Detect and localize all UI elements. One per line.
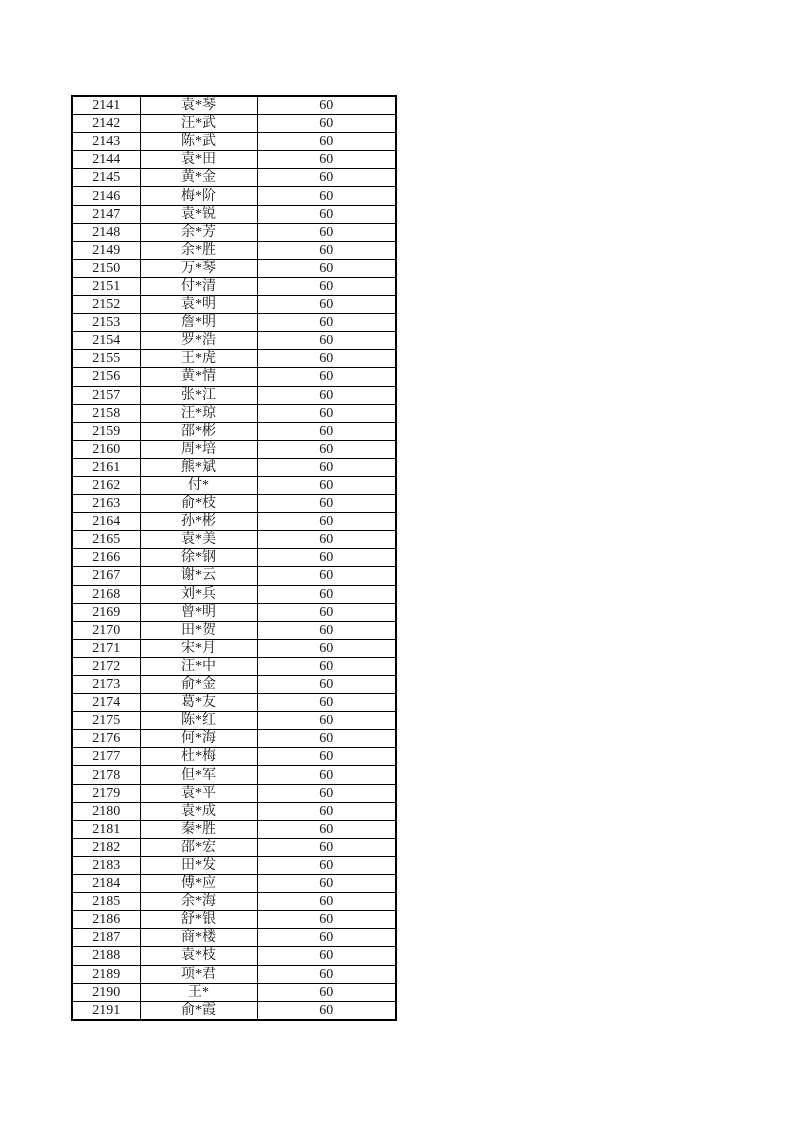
score-cell: 60 <box>257 965 396 983</box>
row-id-cell: 2168 <box>72 585 140 603</box>
table-row <box>72 983 396 1001</box>
name-cell: 邵*宏 <box>140 838 257 856</box>
score-cell: 60 <box>257 259 396 277</box>
name-cell: 梅*阶 <box>140 187 257 205</box>
row-id-cell: 2179 <box>72 784 140 802</box>
row-id-cell: 2181 <box>72 820 140 838</box>
row-id-cell: 2180 <box>72 802 140 820</box>
score-cell: 60 <box>257 676 396 694</box>
table-row <box>72 169 396 187</box>
name-cell: 俞*霞 <box>140 1001 257 1020</box>
table-row <box>72 495 396 513</box>
row-id-cell: 2163 <box>72 495 140 513</box>
row-id-cell: 2141 <box>72 96 140 115</box>
score-cell: 60 <box>257 549 396 567</box>
row-id-cell: 2185 <box>72 893 140 911</box>
table-row <box>72 965 396 983</box>
table-row <box>72 241 396 259</box>
score-cell: 60 <box>257 404 396 422</box>
table-row <box>72 440 396 458</box>
row-id-cell: 2190 <box>72 983 140 1001</box>
row-id-cell: 2157 <box>72 386 140 404</box>
score-cell: 60 <box>257 875 396 893</box>
score-cell: 60 <box>257 802 396 820</box>
score-cell: 60 <box>257 1001 396 1020</box>
score-cell: 60 <box>257 169 396 187</box>
score-cell: 60 <box>257 531 396 549</box>
name-cell: 罗*浩 <box>140 332 257 350</box>
row-id-cell: 2145 <box>72 169 140 187</box>
name-cell: 汪*武 <box>140 115 257 133</box>
row-id-cell: 2191 <box>72 1001 140 1020</box>
name-cell: 谢*云 <box>140 567 257 585</box>
score-cell: 60 <box>257 603 396 621</box>
score-cell: 60 <box>257 133 396 151</box>
table-row <box>72 766 396 784</box>
score-cell: 60 <box>257 893 396 911</box>
row-id-cell: 2188 <box>72 947 140 965</box>
table-row <box>72 875 396 893</box>
name-cell: 杜*梅 <box>140 748 257 766</box>
table-row <box>72 368 396 386</box>
table-row <box>72 639 396 657</box>
name-cell: 曾*明 <box>140 603 257 621</box>
score-cell: 60 <box>257 784 396 802</box>
table-row <box>72 621 396 639</box>
row-id-cell: 2147 <box>72 205 140 223</box>
row-id-cell: 2189 <box>72 965 140 983</box>
score-cell: 60 <box>257 386 396 404</box>
score-cell: 60 <box>257 241 396 259</box>
row-id-cell: 2154 <box>72 332 140 350</box>
table-row <box>72 802 396 820</box>
table-row <box>72 694 396 712</box>
name-cell: 詹*明 <box>140 314 257 332</box>
name-cell: 但*军 <box>140 766 257 784</box>
row-id-cell: 2176 <box>72 730 140 748</box>
name-cell: 黄*情 <box>140 368 257 386</box>
row-id-cell: 2187 <box>72 929 140 947</box>
score-cell: 60 <box>257 151 396 169</box>
table-row <box>72 531 396 549</box>
name-cell: 袁*田 <box>140 151 257 169</box>
score-cell: 60 <box>257 730 396 748</box>
score-cell: 60 <box>257 856 396 874</box>
row-id-cell: 2150 <box>72 259 140 277</box>
table-row <box>72 657 396 675</box>
name-cell: 万*琴 <box>140 259 257 277</box>
table-row <box>72 911 396 929</box>
table-row <box>72 748 396 766</box>
table-row <box>72 296 396 314</box>
score-cell: 60 <box>257 929 396 947</box>
table-row <box>72 386 396 404</box>
score-cell: 60 <box>257 277 396 295</box>
table-row <box>72 404 396 422</box>
name-cell: 熊*斌 <box>140 458 257 476</box>
score-cell: 60 <box>257 422 396 440</box>
name-cell: 袁*锐 <box>140 205 257 223</box>
row-id-cell: 2182 <box>72 838 140 856</box>
table-row <box>72 187 396 205</box>
table-row <box>72 133 396 151</box>
name-cell: 黄*金 <box>140 169 257 187</box>
score-cell: 60 <box>257 223 396 241</box>
row-id-cell: 2177 <box>72 748 140 766</box>
name-cell: 邵*彬 <box>140 422 257 440</box>
table-row <box>72 603 396 621</box>
table-row <box>72 314 396 332</box>
name-cell: 袁*美 <box>140 531 257 549</box>
row-id-cell: 2143 <box>72 133 140 151</box>
name-cell: 余*胜 <box>140 241 257 259</box>
score-cell: 60 <box>257 332 396 350</box>
name-cell: 商*楼 <box>140 929 257 947</box>
row-id-cell: 2175 <box>72 712 140 730</box>
table-row <box>72 259 396 277</box>
table-row <box>72 96 396 115</box>
score-cell: 60 <box>257 567 396 585</box>
table-row <box>72 893 396 911</box>
name-cell: 余*芳 <box>140 223 257 241</box>
row-id-cell: 2166 <box>72 549 140 567</box>
name-cell: 汪*琼 <box>140 404 257 422</box>
name-cell: 袁*平 <box>140 784 257 802</box>
score-cell: 60 <box>257 187 396 205</box>
name-cell: 汪*中 <box>140 657 257 675</box>
name-cell: 葛*友 <box>140 694 257 712</box>
score-cell: 60 <box>257 96 396 115</box>
name-cell: 田*贺 <box>140 621 257 639</box>
row-id-cell: 2161 <box>72 458 140 476</box>
row-id-cell: 2174 <box>72 694 140 712</box>
table-row <box>72 929 396 947</box>
row-id-cell: 2162 <box>72 476 140 494</box>
name-cell: 付*清 <box>140 277 257 295</box>
score-table-body <box>72 96 396 1020</box>
name-cell: 俞*枝 <box>140 495 257 513</box>
score-cell: 60 <box>257 296 396 314</box>
score-cell: 60 <box>257 820 396 838</box>
table-row <box>72 784 396 802</box>
row-id-cell: 2169 <box>72 603 140 621</box>
score-cell: 60 <box>257 440 396 458</box>
table-row <box>72 350 396 368</box>
table-row <box>72 115 396 133</box>
table-row <box>72 476 396 494</box>
row-id-cell: 2152 <box>72 296 140 314</box>
name-cell: 田*发 <box>140 856 257 874</box>
score-cell: 60 <box>257 513 396 531</box>
name-cell: 徐*钢 <box>140 549 257 567</box>
row-id-cell: 2142 <box>72 115 140 133</box>
score-cell: 60 <box>257 476 396 494</box>
score-cell: 60 <box>257 712 396 730</box>
score-cell: 60 <box>257 766 396 784</box>
score-cell: 60 <box>257 368 396 386</box>
name-cell: 宋*月 <box>140 639 257 657</box>
row-id-cell: 2178 <box>72 766 140 784</box>
row-id-cell: 2158 <box>72 404 140 422</box>
row-id-cell: 2156 <box>72 368 140 386</box>
row-id-cell: 2159 <box>72 422 140 440</box>
row-id-cell: 2144 <box>72 151 140 169</box>
row-id-cell: 2183 <box>72 856 140 874</box>
row-id-cell: 2167 <box>72 567 140 585</box>
table-row <box>72 332 396 350</box>
name-cell: 项*君 <box>140 965 257 983</box>
score-cell: 60 <box>257 585 396 603</box>
row-id-cell: 2146 <box>72 187 140 205</box>
name-cell: 袁*琴 <box>140 96 257 115</box>
table-row <box>72 676 396 694</box>
score-cell: 60 <box>257 694 396 712</box>
table-row <box>72 205 396 223</box>
row-id-cell: 2149 <box>72 241 140 259</box>
table-row <box>72 223 396 241</box>
row-id-cell: 2151 <box>72 277 140 295</box>
name-cell: 袁*枝 <box>140 947 257 965</box>
table-row <box>72 277 396 295</box>
name-cell: 秦*胜 <box>140 820 257 838</box>
score-cell: 60 <box>257 947 396 965</box>
score-cell: 60 <box>257 748 396 766</box>
name-cell: 舒*银 <box>140 911 257 929</box>
table-row <box>72 838 396 856</box>
name-cell: 孙*彬 <box>140 513 257 531</box>
table-row <box>72 1001 396 1020</box>
row-id-cell: 2155 <box>72 350 140 368</box>
row-id-cell: 2171 <box>72 639 140 657</box>
table-row <box>72 585 396 603</box>
name-cell: 袁*明 <box>140 296 257 314</box>
score-table <box>71 95 397 1021</box>
score-cell: 60 <box>257 458 396 476</box>
score-cell: 60 <box>257 911 396 929</box>
name-cell: 王*虎 <box>140 350 257 368</box>
row-id-cell: 2172 <box>72 657 140 675</box>
name-cell: 付* <box>140 476 257 494</box>
table-row <box>72 730 396 748</box>
row-id-cell: 2160 <box>72 440 140 458</box>
name-cell: 余*海 <box>140 893 257 911</box>
table-row <box>72 947 396 965</box>
table-row <box>72 549 396 567</box>
score-cell: 60 <box>257 350 396 368</box>
table-row <box>72 422 396 440</box>
table-row <box>72 567 396 585</box>
row-id-cell: 2186 <box>72 911 140 929</box>
name-cell: 俞*金 <box>140 676 257 694</box>
name-cell: 袁*成 <box>140 802 257 820</box>
row-id-cell: 2148 <box>72 223 140 241</box>
name-cell: 张*江 <box>140 386 257 404</box>
table-row <box>72 820 396 838</box>
name-cell: 王* <box>140 983 257 1001</box>
name-cell: 陈*武 <box>140 133 257 151</box>
score-cell: 60 <box>257 838 396 856</box>
table-row <box>72 151 396 169</box>
table-row <box>72 856 396 874</box>
row-id-cell: 2165 <box>72 531 140 549</box>
name-cell: 傅*应 <box>140 875 257 893</box>
name-cell: 陈*红 <box>140 712 257 730</box>
score-cell: 60 <box>257 621 396 639</box>
name-cell: 刘*兵 <box>140 585 257 603</box>
score-cell: 60 <box>257 983 396 1001</box>
table-row <box>72 513 396 531</box>
score-cell: 60 <box>257 205 396 223</box>
name-cell: 周*培 <box>140 440 257 458</box>
row-id-cell: 2164 <box>72 513 140 531</box>
row-id-cell: 2153 <box>72 314 140 332</box>
score-cell: 60 <box>257 115 396 133</box>
score-cell: 60 <box>257 639 396 657</box>
row-id-cell: 2173 <box>72 676 140 694</box>
name-cell: 何*海 <box>140 730 257 748</box>
table-row <box>72 458 396 476</box>
row-id-cell: 2170 <box>72 621 140 639</box>
row-id-cell: 2184 <box>72 875 140 893</box>
table-row <box>72 712 396 730</box>
score-cell: 60 <box>257 657 396 675</box>
score-cell: 60 <box>257 495 396 513</box>
score-cell: 60 <box>257 314 396 332</box>
